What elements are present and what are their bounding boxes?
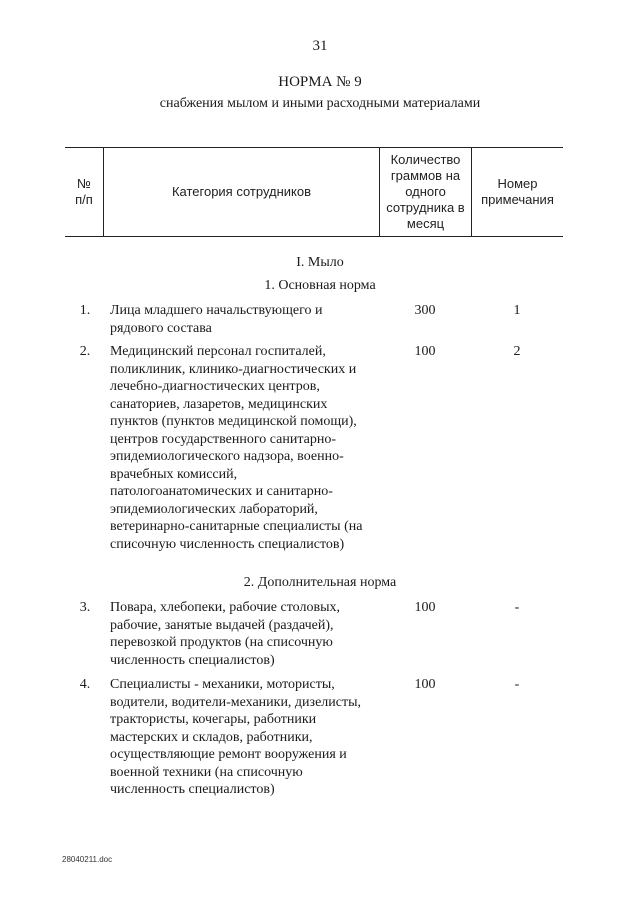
row-note: - (514, 677, 520, 692)
row-category: Медицинский персонал госпиталей, поликлиник, клинико-диагностических и лечебно-диагностических центров, санаториев, лазаретов, медицинских пунктов (пунктов медицинской помощи), центров государственного санитарно-эпидемиологического надзора, военно-врачебных комиссий, патологоанатомических и санитарно-эпидемиологических лабораторий, ветеринарно-санитарные специалисты (на списочную численность специалистов) (110, 344, 363, 552)
row-note: - (514, 600, 520, 615)
row-note: 2 (513, 344, 521, 359)
file-name-footer: 28040211.doc (62, 855, 113, 864)
header-note: Номер примечания (481, 175, 554, 207)
row-note: 1 (513, 303, 521, 318)
row-number: 4. (79, 677, 91, 692)
table-header-bottom-rule (65, 236, 563, 237)
group-title-additional: 2. Дополнительная норма (243, 575, 397, 590)
row-quantity: 100 (414, 677, 436, 692)
row-number: 3. (79, 600, 91, 615)
row-quantity: 100 (414, 600, 436, 615)
row-number: 1. (79, 303, 91, 318)
document-title: НОРМА № 9 (278, 74, 362, 90)
row-category: Специалисты - механики, мотористы, водители, водители-механики, дизелисты, трактористы, кочегары, работники мастерских и складов, работники, осуществляющие ремонт вооружения и военной техники (на списочную численность специалистов) (110, 677, 362, 797)
page-number: 31 (312, 38, 328, 54)
header-category: Категория сотрудников (171, 183, 312, 199)
row-category: Лица младшего начальствующего и рядового состава (110, 303, 323, 336)
section-title: I. Мыло (296, 255, 344, 270)
row-number: 2. (79, 344, 91, 359)
row-category: Повара, хлебопеки, рабочие столовых, рабочие, занятые выдачей (раздачей), перевозкой продуктов (на списочную численность специалистов) (110, 600, 340, 668)
document-subtitle: снабжения мылом и иными расходными материалами (159, 96, 481, 111)
header-quantity: Количество граммов на одного сотрудника в месяц (386, 151, 465, 231)
row-quantity: 300 (414, 303, 436, 318)
group-title-basic: 1. Основная норма (264, 278, 376, 293)
row-quantity: 100 (414, 344, 436, 359)
header-number: № п/п (75, 175, 93, 207)
